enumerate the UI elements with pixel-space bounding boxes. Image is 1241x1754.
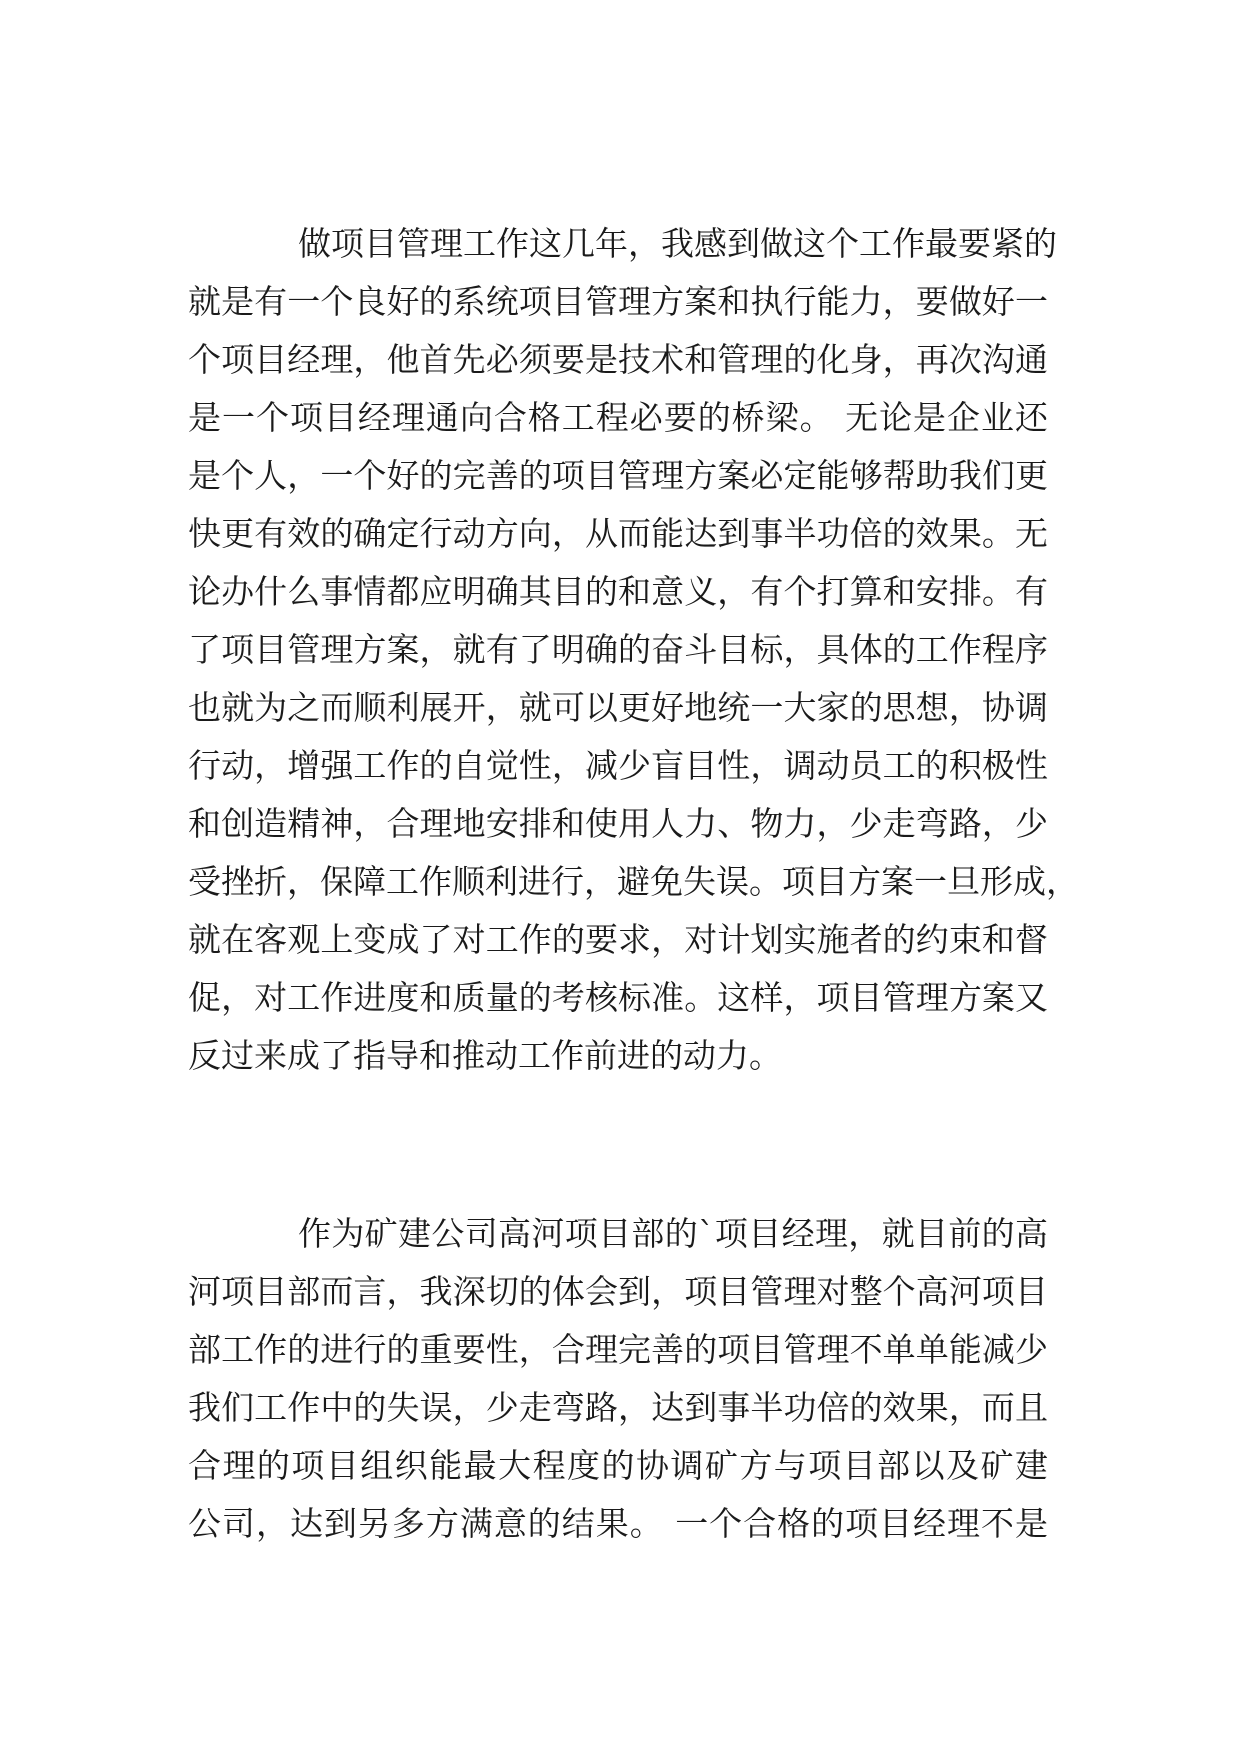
text-line: 也就为之而顺利展开，就可以更好地统一大家的思想，协调 [188,688,1048,727]
text-line: 合理的项目组织能最大程度的协调矿方与项目部以及矿建 [188,1446,1048,1485]
text-line: 受挫折，保障工作顺利进行，避免失误。项目方案一旦形成， [188,862,1079,901]
text-line: 作为矿建公司高河项目部的`项目经理，就目前的高 [298,1214,1048,1253]
text-line: 公司，达到另多方满意的结果。 一个合格的项目经理不是 [188,1504,1048,1543]
text-line: 做项目管理工作这几年，我感到做这个工作最要紧的 [298,224,1057,263]
text-line: 部工作的进行的重要性，合理完善的项目管理不单单能减少 [188,1330,1048,1369]
paragraph-2 [188,1205,1048,1553]
text-line: 行动，增强工作的自觉性，减少盲目性，调动员工的积极性 [188,746,1048,785]
text-line: 反过来成了指导和推动工作前进的动力。 [188,1036,782,1075]
paragraph-1 [188,215,1079,1085]
text-line: 就在客观上变成了对工作的要求，对计划实施者的约束和督 [188,920,1048,959]
text-line: 河项目部而言，我深切的体会到，项目管理对整个高河项目 [188,1272,1048,1311]
text-line: 是一个项目经理通向合格工程必要的桥梁。 无论是企业还 [188,398,1048,437]
text-line: 和创造精神，合理地安排和使用人力、物力，少走弯路，少 [188,804,1048,843]
text-line: 我们工作中的失误，少走弯路，达到事半功倍的效果，而且 [188,1388,1048,1427]
text-line: 快更有效的确定行动方向，从而能达到事半功倍的效果。无 [188,514,1048,553]
text-line: 了项目管理方案，就有了明确的奋斗目标，具体的工作程序 [188,630,1048,669]
text-line: 是个人，一个好的完善的项目管理方案必定能够帮助我们更 [188,456,1048,495]
text-line: 个项目经理，他首先必须要是技术和管理的化身，再次沟通 [188,340,1048,379]
text-line: 就是有一个良好的系统项目管理方案和执行能力，要做好一 [188,282,1048,321]
text-line: 论办什么事情都应明确其目的和意义，有个打算和安排。有 [188,572,1048,611]
text-line: 促，对工作进度和质量的考核标准。这样，项目管理方案又 [188,978,1048,1017]
